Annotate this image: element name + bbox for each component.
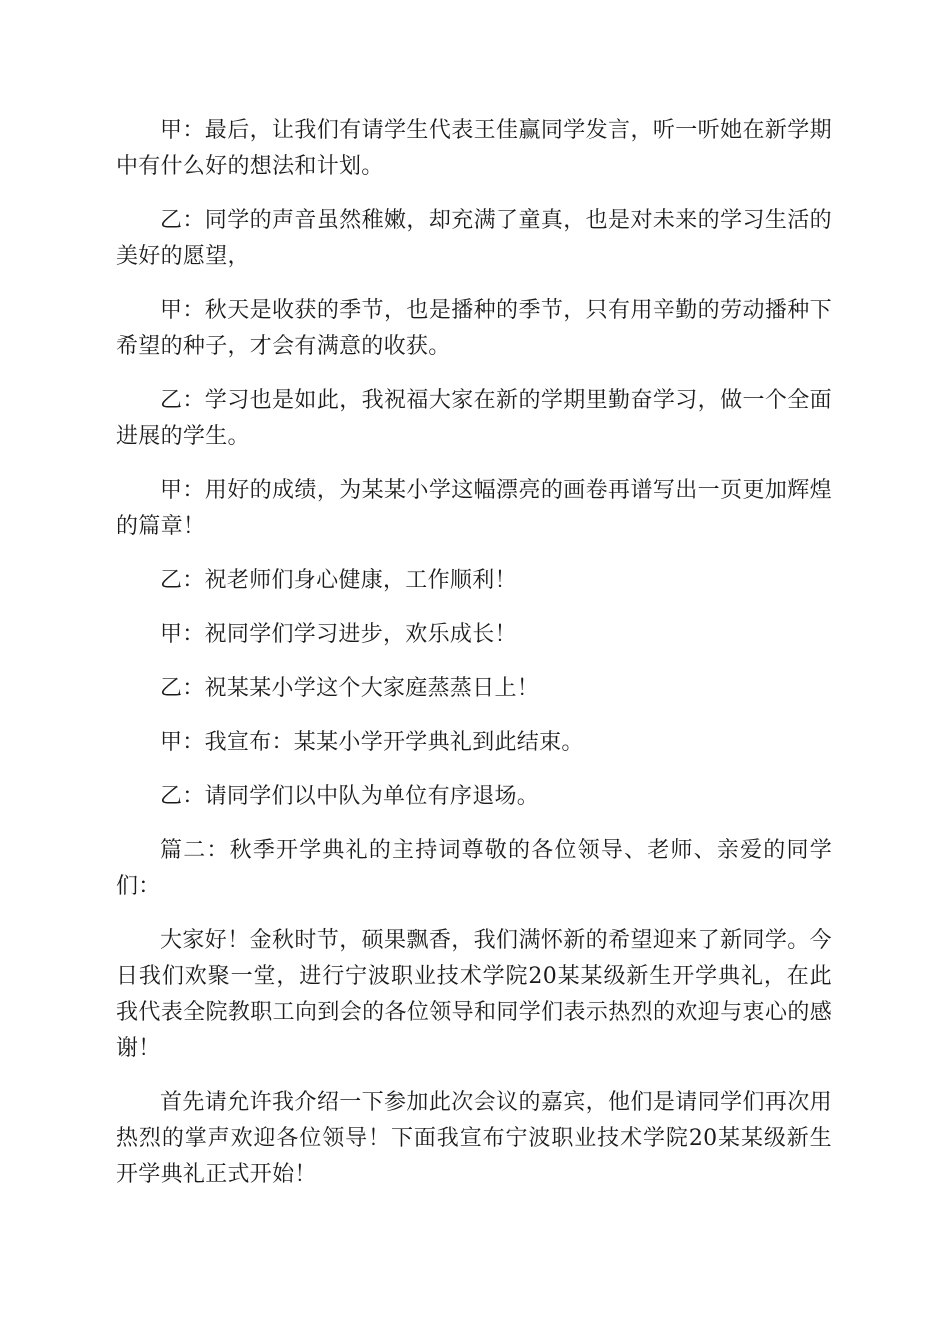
document-page: [116, 113, 832, 1211]
paragraph-6: 乙：祝老师们身心健康，工作顺利！: [160, 568, 517, 593]
paragraph-12: 大家好！金秋时节，硕果飘香，我们满怀新的希望迎来了新同学。今日我们欢聚一堂，进行宁波职业技术学院20某某级新生开学典礼，在此我代表全院教职工向到会的各位领导和同学们表示热烈的欢迎与衷心的感谢！: [116, 928, 832, 1061]
paragraph-7: 甲：祝同学们学习进步，欢乐成长！: [160, 622, 517, 647]
paragraph-8: 乙：祝某某小学这个大家庭蒸蒸日上！: [160, 676, 540, 701]
paragraph-3: 甲：秋天是收获的季节，也是播种的季节，只有用辛勤的劳动播种下希望的种子，才会有满意的收获。: [116, 298, 832, 359]
paragraph-10: 乙：请同学们以中队为单位有序退场。: [160, 784, 540, 809]
paragraph-1: 甲：最后，让我们有请学生代表王佳赢同学发言，听一听她在新学期中有什么好的想法和计划。: [116, 118, 832, 179]
paragraph-4: 乙：学习也是如此，我祝福大家在新的学期里勤奋学习，做一个全面进展的学生。: [116, 388, 832, 449]
paragraph-9: 甲：我宣布：某某小学开学典礼到此结束。: [160, 730, 584, 755]
paragraph-2: 乙：同学的声音虽然稚嫩，却充满了童真，也是对未来的学习生活的美好的愿望，: [116, 208, 832, 269]
paragraph-13: 首先请允许我介绍一下参加此次会议的嘉宾，他们是请同学们再次用热烈的掌声欢迎各位领导！下面我宣布宁波职业技术学院20某某级新生开学典礼正式开始！: [116, 1090, 832, 1187]
paragraph-5: 甲：用好的成绩，为某某小学这幅漂亮的画卷再谱写出一页更加辉煌的篇章！: [116, 478, 832, 539]
paragraph-11: 篇二：秋季开学典礼的主持词尊敬的各位领导、老师、亲爱的同学们：: [116, 838, 832, 899]
